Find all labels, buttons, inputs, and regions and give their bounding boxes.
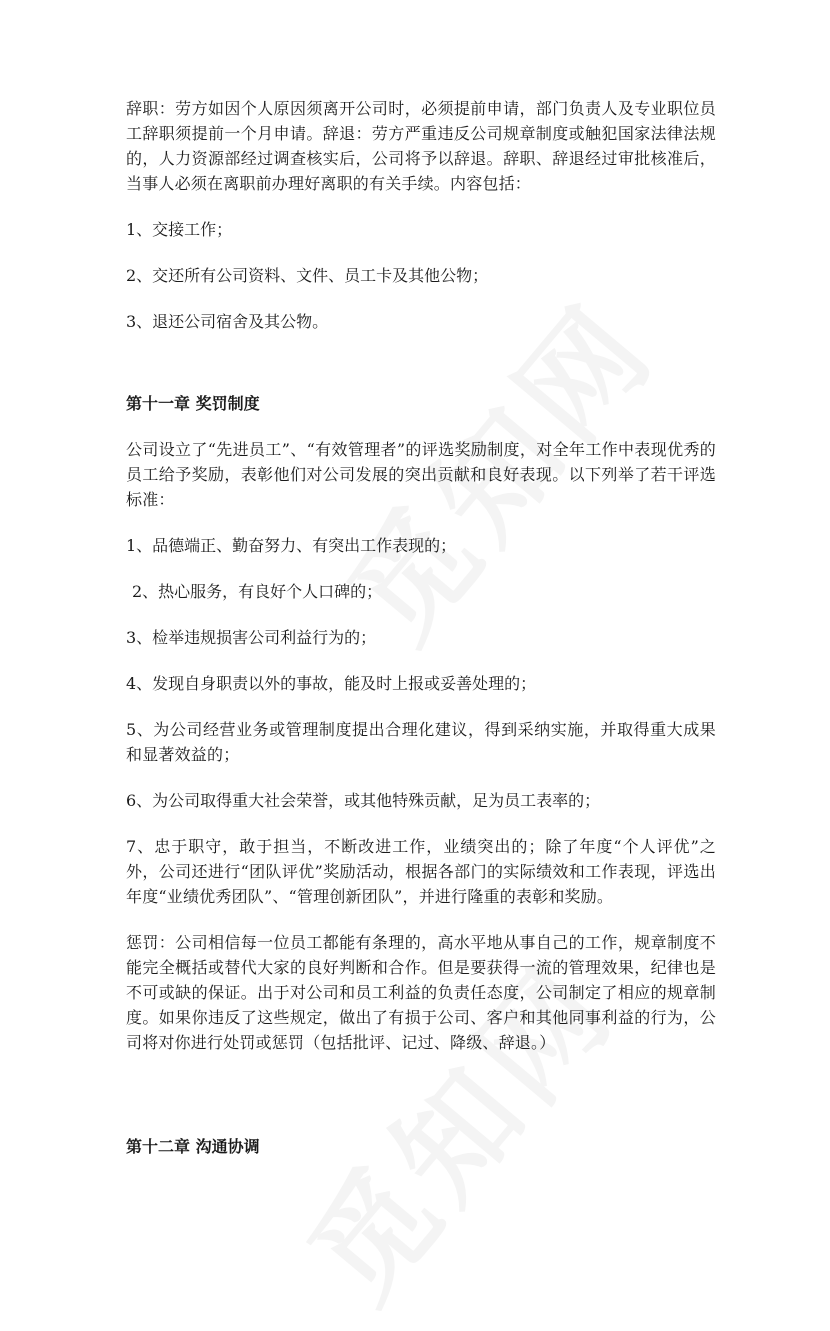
spacer (126, 355, 716, 391)
document-page (126, 96, 716, 1180)
award-item-6: 6、为公司取得重大社会荣誉，或其他特殊贡献，足为员工表率的； (126, 791, 601, 810)
chapter-11-title: 第十一章 奖罚制度 (126, 394, 260, 413)
punish-paragraph: 惩罚：公司相信每一位员工都能有条理的，高水平地从事自己的工作，规章制度不能完全概括或替代大家的良好判断和合作。但是要获得一流的管理效果，纪律也是不可或缺的保证。出于对公司和员工利益的负责任态度，公司制定了相应的规章制度。如果你违反了这些规定，做出了有损于公司、客户和其他同事利益的行为，公司将对你进行处罚或惩罚（包括批评、记过、降级、辞退。） (126, 933, 716, 1052)
award-item-4: 4、发现自身职责以外的事故，能及时上报或妥善处理的； (126, 674, 537, 693)
resign-item-3: 3、退还公司宿舍及其公物。 (126, 312, 329, 331)
award-item-5: 5、为公司经营业务或管理制度提出合理化建议，得到采纳实施，并取得重大成果和显著效益的； (126, 720, 716, 764)
award-item-3: 3、检举违规损害公司利益行为的； (126, 628, 377, 647)
resign-item-1: 1、交接工作； (126, 220, 233, 239)
award-item-2: 2、热心服务，有良好个人口碑的； (132, 582, 383, 601)
chapter-12-title: 第十二章 沟通协调 (126, 1137, 260, 1156)
award-item-1: 1、品德端正、勤奋努力、有突出工作表现的； (126, 536, 457, 555)
resign-item-2: 2、交还所有公司资料、文件、员工卡及其他公物； (126, 266, 489, 285)
resign-intro: 辞职：劳方如因个人原因须离开公司时，必须提前申请，部门负责人及专业职位员工辞职须提前一个月申请。辞退：劳方严重违反公司规章制度或触犯国家法律法规的，人力资源部经过调查核实后，公司将予以辞退。辞职、辞退经过审批核准后，当事人必须在离职前办理好离职的有关手续。内容包括： (126, 99, 716, 193)
spacer (126, 1076, 716, 1134)
chapter-11-intro: 公司设立了“先进员工”、“有效管理者”的评选奖励制度，对全年工作中表现优秀的员工给予奖励，表彰他们对公司发展的突出贡献和良好表现。以下列举了若干评选标准： (126, 440, 716, 509)
award-item-7: 7、忠于职守，敢于担当，不断改进工作，业绩突出的；除了年度“个人评优”之外，公司还进行“团队评优”奖励活动，根据各部门的实际绩效和工作表现，评选出年度“业绩优秀团队”、“管理创新团队”，并进行隆重的表彰和奖励。 (126, 837, 716, 906)
